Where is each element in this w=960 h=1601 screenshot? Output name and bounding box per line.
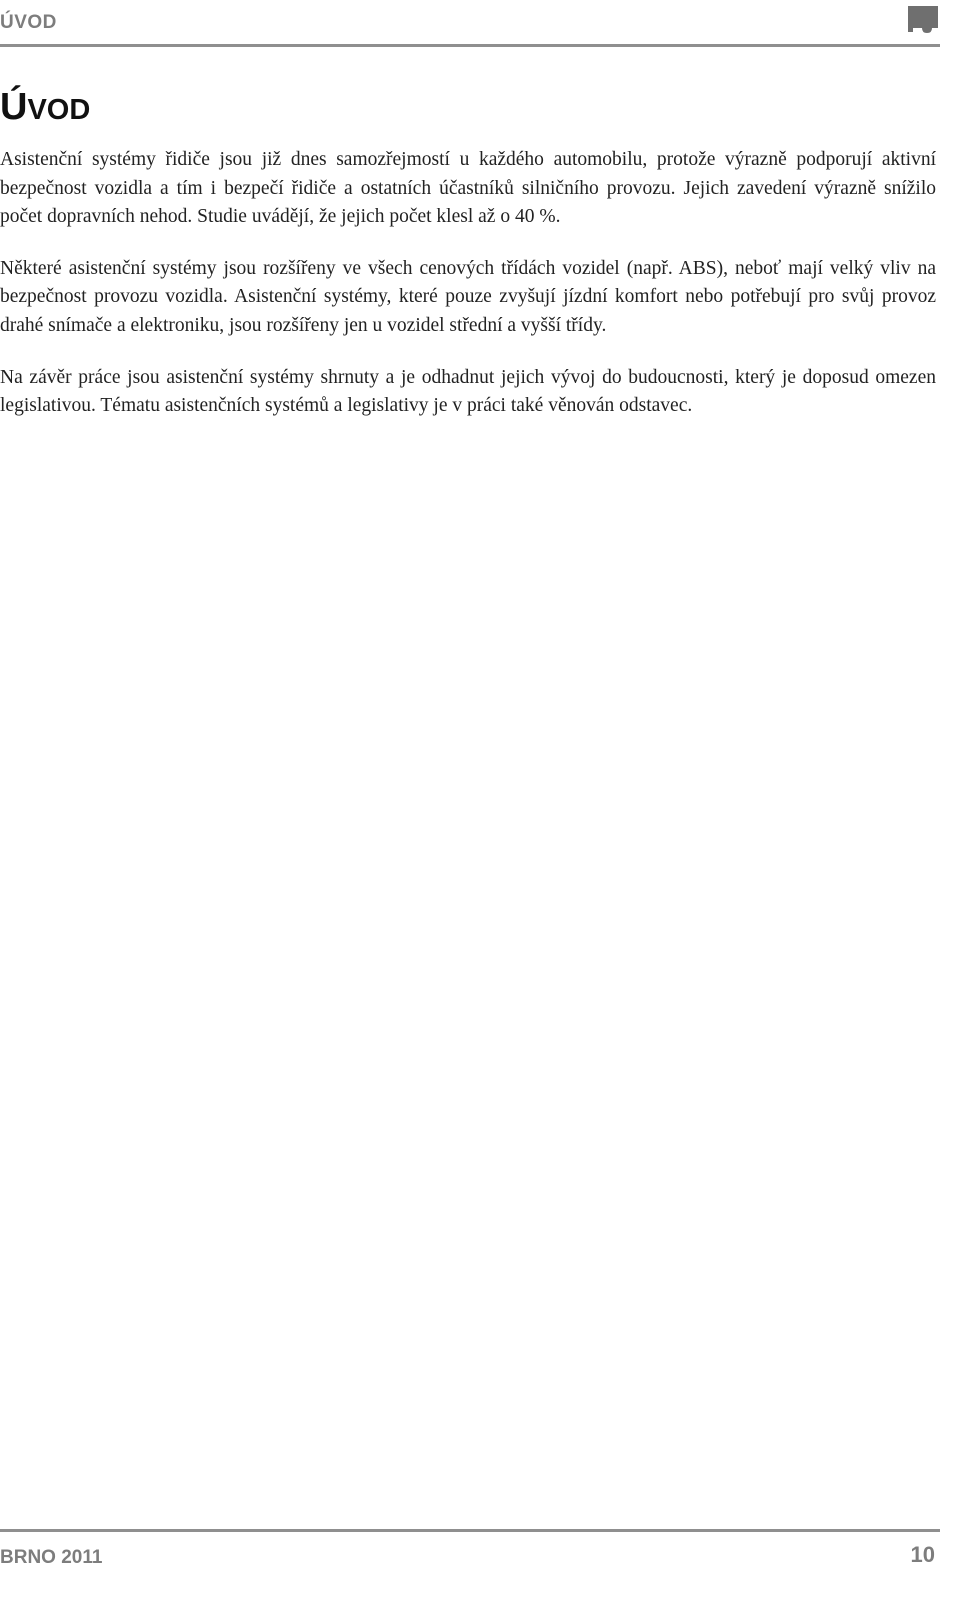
body-text [0,146,936,444]
footer-place-year: BRNO 2011 [0,1547,103,1568]
chapter-title-initial: Ú [0,86,28,128]
footer-divider [0,1529,940,1532]
chapter-title [0,88,90,126]
running-header-title: ÚVOD [0,12,57,33]
page-number: 10 [910,1542,935,1567]
paragraph: Některé asistenční systémy jsou rozšířeny ve všech cenových třídách vozidel (např. ABS), neboť mají velký vliv na bezpečnost provozu vozidla. Asistenční systémy, které pouze zvyšují jízdní komfort nebo potřebují pro svůj provoz drahé snímače a elektroniku, jsou rozšířeny jen u vozidel střední a vyšší třídy. [0,257,936,336]
paragraph: Asistenční systémy řidiče jsou již dnes samozřejmostí u každého automobilu, protože výrazně podporují aktivní bezpečnost vozidla a tím i bezpečí řidiče a ostatních účastníků silničního provozu. Jejich zavedení výrazně snížilo počet dopravních nehod. Studie uvádějí, že jejich počet klesl až o 40 %. [0,149,936,228]
header-divider [0,44,940,47]
paragraph: Na závěr práce jsou asistenční systémy shrnuty a je odhadnut jejich vývoj do budoucnosti, který je doposud omezen legislativou. Tématu asistenčních systémů a legislativy je v práci také věnován odstavec. [0,366,936,417]
puzzle-piece-icon [906,4,940,34]
chapter-title-rest: VOD [27,94,91,126]
